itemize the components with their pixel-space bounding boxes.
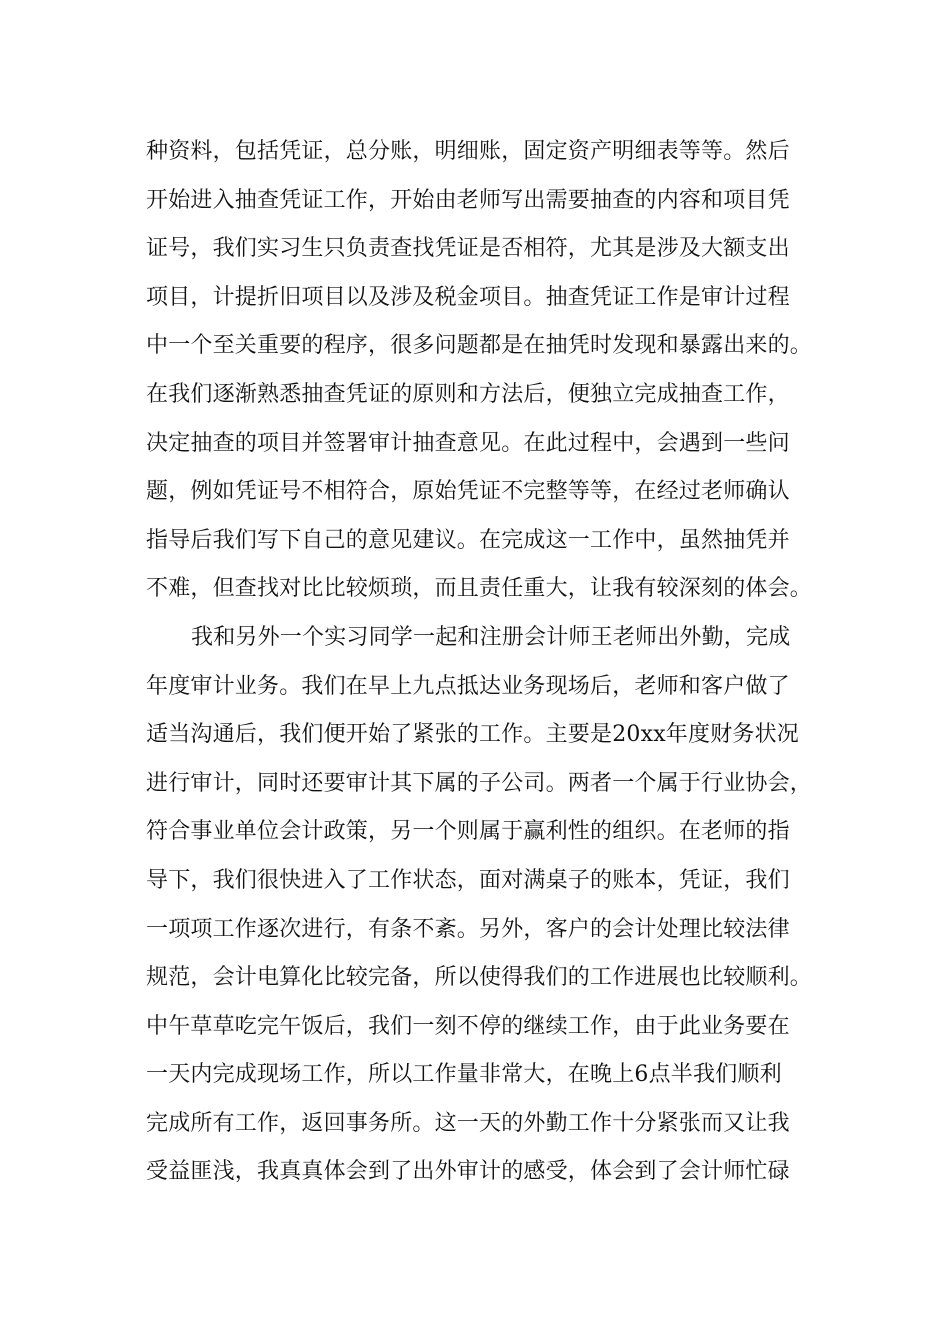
text-line: 规范，会计电算化比较完备，所以使得我们的工作进展也比较顺利。 [146, 965, 813, 991]
body-text [146, 128, 846, 1197]
text-line: 导下，我们很快进入了工作状态，面对满桌子的账本，凭证，我们 [146, 867, 790, 893]
text-line: 项目，计提折旧项目以及涉及税金项目。抽查凭证工作是审计过程 [146, 284, 790, 310]
text-line: 证号，我们实习生只负责查找凭证是否相符，尤其是涉及大额支出 [146, 236, 790, 262]
text-line: 开始进入抽查凭证工作，开始由老师写出需要抽查的内容和项目凭 [146, 187, 790, 213]
text-line: 中午草草吃完午饭后，我们一刻不停的继续工作，由于此业务要在 [146, 1013, 790, 1039]
text-line: 指导后我们写下自己的意见建议。在完成这一工作中，虽然抽凭并 [146, 527, 790, 553]
text-line: 一天内完成现场工作，所以工作量非常大，在晚上6点半我们顺利 [146, 1062, 782, 1088]
text-line: 种资料，包括凭证，总分账，明细账，固定资产明细表等等。然后 [146, 139, 790, 164]
text-line: 进行审计，同时还要审计其下属的子公司。两者一个属于行业协会， [146, 770, 813, 796]
text-line: 受益匪浅，我真真体会到了出外审计的感受，体会到了会计师忙碌 [146, 1159, 790, 1185]
text-line: 不难，但查找对比比较烦琐，而且责任重大，让我有较深刻的体会。 [146, 576, 813, 602]
text-line: 完成所有工作，返回事务所。这一天的外勤工作十分紧张而又让我 [146, 1110, 790, 1136]
text-line: 一项项工作逐次进行，有条不紊。另外，客户的会计处理比较法律 [146, 916, 790, 942]
paragraph-start-line: 我和另外一个实习同学一起和注册会计师王老师出外勤，完成 [191, 624, 791, 650]
text-line: 在我们逐渐熟悉抽查凭证的原则和方法后，便独立完成抽查工作， [146, 381, 790, 407]
text-line: 决定抽查的项目并签署审计抽查意见。在此过程中，会遇到一些问 [146, 430, 790, 456]
text-line: 符合事业单位会计政策，另一个则属于赢利性的组织。在老师的指 [146, 819, 790, 845]
text-line: 中一个至关重要的程序，很多问题都是在抽凭时发现和暴露出来的。 [146, 333, 813, 359]
text-line: 年度审计业务。我们在早上九点抵达业务现场后，老师和客户做了 [146, 673, 790, 699]
text-line: 题，例如凭证号不相符合，原始凭证不完整等等，在经过老师确认 [146, 479, 790, 505]
text-line: 适当沟通后，我们便开始了紧张的工作。主要是20xx年度财务状况 [146, 722, 800, 748]
